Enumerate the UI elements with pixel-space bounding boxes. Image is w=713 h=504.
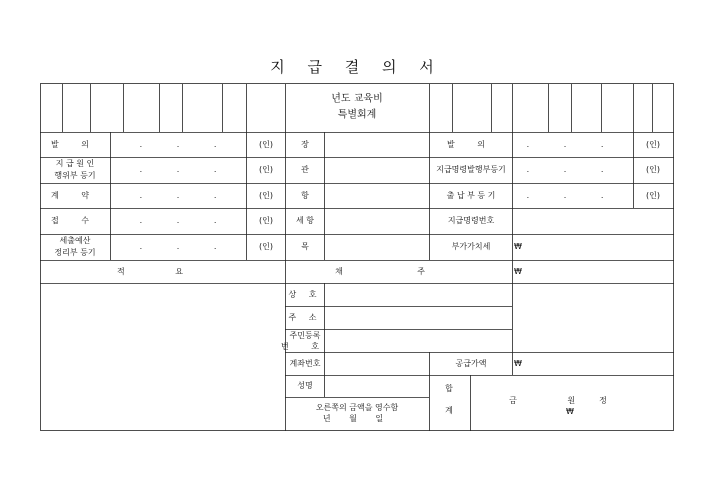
address-label: 주 소 bbox=[288, 313, 322, 322]
year-fiscal-label: 년도 교육비 bbox=[331, 93, 383, 105]
row2-mid-label: 관 bbox=[301, 165, 309, 174]
creditor-label: 채 주 bbox=[335, 267, 461, 276]
account-number-label: 계좌번호 bbox=[289, 359, 321, 368]
row1-seal: (인) bbox=[259, 140, 273, 149]
row2-right-seal: (인) bbox=[646, 165, 660, 174]
row4-left-label: 접 수 bbox=[51, 216, 99, 225]
total-won-sign: ₩ bbox=[566, 407, 574, 416]
row2-right-label: 지급명령발행부등기 bbox=[436, 165, 506, 174]
row5-left-label-1: 세출예산 bbox=[59, 236, 91, 245]
row4-seal: (인) bbox=[259, 216, 273, 225]
row2-date-dots: . . . bbox=[139, 165, 233, 174]
receipt-date: 년 월 일 bbox=[322, 414, 392, 423]
name-label: 성명 bbox=[297, 381, 313, 390]
rrn-label-2: 번 호 bbox=[281, 342, 329, 351]
total-amount-label: 금 원정 bbox=[509, 396, 631, 405]
row2-left-label-2: 행위부 등기 bbox=[54, 171, 96, 180]
row1-right-seal: (인) bbox=[646, 140, 660, 149]
row3-mid-label: 항 bbox=[301, 191, 309, 200]
row2-left-label-1: 지 급 원 인 bbox=[55, 159, 95, 168]
row5-seal: (인) bbox=[259, 242, 273, 251]
row5-date-dots: . . . bbox=[139, 242, 233, 251]
row2-right-date-dots: . . . bbox=[526, 165, 620, 174]
supply-amount-label: 공급가액 bbox=[455, 359, 487, 368]
row3-date-dots: . . . bbox=[139, 191, 233, 200]
row3-right-date-dots: . . . bbox=[526, 191, 620, 200]
row4-right-label: 지급명령번호 bbox=[447, 216, 495, 225]
creditor-won-sign: ₩ bbox=[514, 267, 522, 276]
row1-right-label: 발 의 bbox=[447, 140, 495, 149]
form-border bbox=[41, 84, 674, 431]
supply-won-sign: ₩ bbox=[514, 359, 522, 368]
rrn-label-1: 주민등록 bbox=[289, 331, 321, 340]
special-account-label: 특별회계 bbox=[337, 109, 377, 121]
summary-label: 적 요 bbox=[117, 267, 207, 276]
company-label: 상 호 bbox=[288, 290, 322, 299]
row4-mid-label: 세 항 bbox=[296, 216, 314, 225]
total-label-1: 합 bbox=[445, 384, 453, 393]
row3-seal: (인) bbox=[259, 191, 273, 200]
document-title: 지 급 결 의 서 bbox=[270, 58, 443, 76]
row5-right-label: 부가가치세 bbox=[451, 242, 491, 251]
row1-left-label: 발 의 bbox=[51, 140, 99, 149]
row3-left-label: 계 약 bbox=[51, 191, 99, 200]
row3-right-label: 출 납 부 등 기 bbox=[446, 191, 496, 200]
row5-left-label-2: 정리부 등기 bbox=[54, 248, 96, 257]
row4-date-dots: . . . bbox=[139, 216, 233, 225]
vat-won-sign: ₩ bbox=[514, 242, 522, 251]
receipt-statement: 오른쪽의 금액을 영수함 bbox=[315, 403, 399, 412]
row5-mid-label: 목 bbox=[301, 242, 309, 251]
total-label-2: 계 bbox=[445, 406, 453, 415]
row2-seal: (인) bbox=[259, 165, 273, 174]
row3-right-seal: (인) bbox=[646, 191, 660, 200]
row1-right-date-dots: . . . bbox=[526, 140, 620, 149]
row1-mid-label: 장 bbox=[301, 140, 309, 149]
row1-date-dots: . . . bbox=[139, 140, 233, 149]
